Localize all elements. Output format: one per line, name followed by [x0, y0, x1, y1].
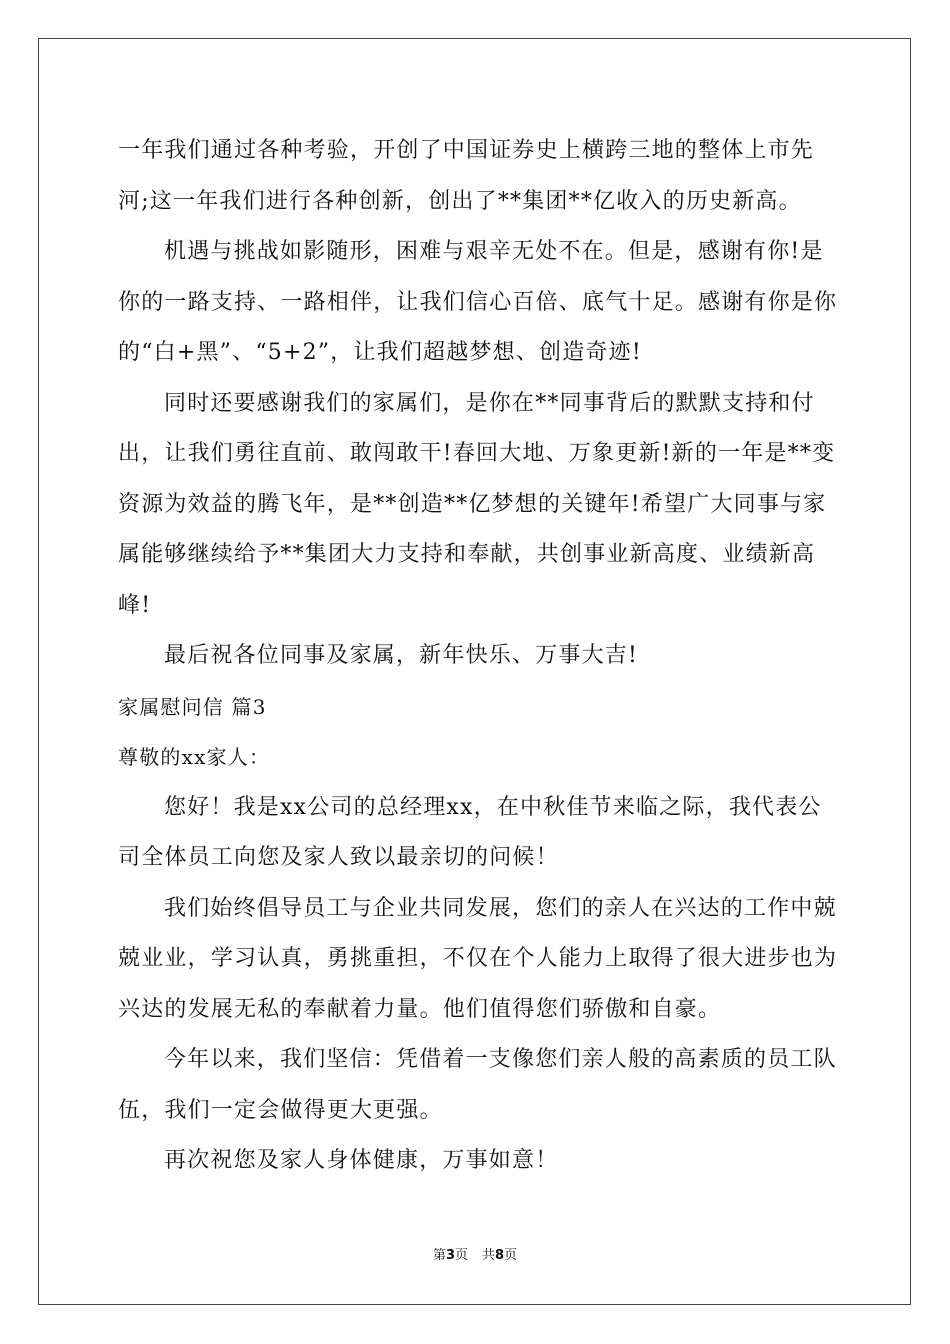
page-number: 3 [445, 1248, 455, 1263]
paragraph: 同时还要感谢我们的家属们，是你在**同事背后的默默支持和付出，让我们勇往直前、敢闯敢干!春回大地、万象更新!新的一年是**变资源为效益的腾飞年，是**创造**亿梦想的关键年!希望广大同事与家属能够继续给予**集团大力支持和奉献，共创事业新高度、业绩新高峰! [118, 390, 836, 618]
page-prefix: 第 [432, 1248, 446, 1263]
page-suffix: 页 [454, 1248, 468, 1263]
document-body [118, 126, 838, 1187]
total-suffix: 页 [504, 1248, 518, 1263]
paragraph: 最后祝各位同事及家属，新年快乐、万事大吉! [164, 643, 639, 668]
letter-salutation: 尊敬的xx家人： [118, 745, 271, 769]
letter-paragraph: 今年以来，我们坚信：凭借着一支像您们亲人般的高素质的员工队伍，我们一定会做得更大更强。 [118, 1047, 837, 1123]
total-prefix: 共 [482, 1248, 496, 1263]
paragraph: 机遇与挑战如影随形，困难与艰辛无处不在。但是，感谢有你!是你的一路支持、一路相伴，让我们信心百倍、底气十足。感谢有你是你的“白+黑”、“5+2”，让我们超越梦想、创造奇迹! [118, 239, 838, 365]
letter-paragraph: 我们始终倡导员工与企业共同发展，您们的亲人在兴达的工作中兢兢业业，学习认真，勇挑重担，不仅在个人能力上取得了很大进步也为兴达的发展无私的奉献着力量。他们值得您们骄傲和自豪。 [118, 895, 838, 1022]
letter-paragraph: 您好！我是xx公司的总经理xx，在中秋佳节来临之际，我代表公司全体员工向您及家人致以最亲切的问候！ [118, 794, 822, 870]
letter-paragraph: 再次祝您及家人身体健康，万事如意！ [164, 1148, 559, 1173]
section-heading: 家属慰问信 篇3 [118, 694, 267, 719]
total-pages: 8 [495, 1248, 505, 1263]
page-footer [0, 1244, 950, 1263]
paragraph: 一年我们通过各种考验，开创了中国证券史上横跨三地的整体上市先河;这一年我们进行各种创新，创出了**集团**亿收入的历史新高。 [118, 138, 815, 214]
